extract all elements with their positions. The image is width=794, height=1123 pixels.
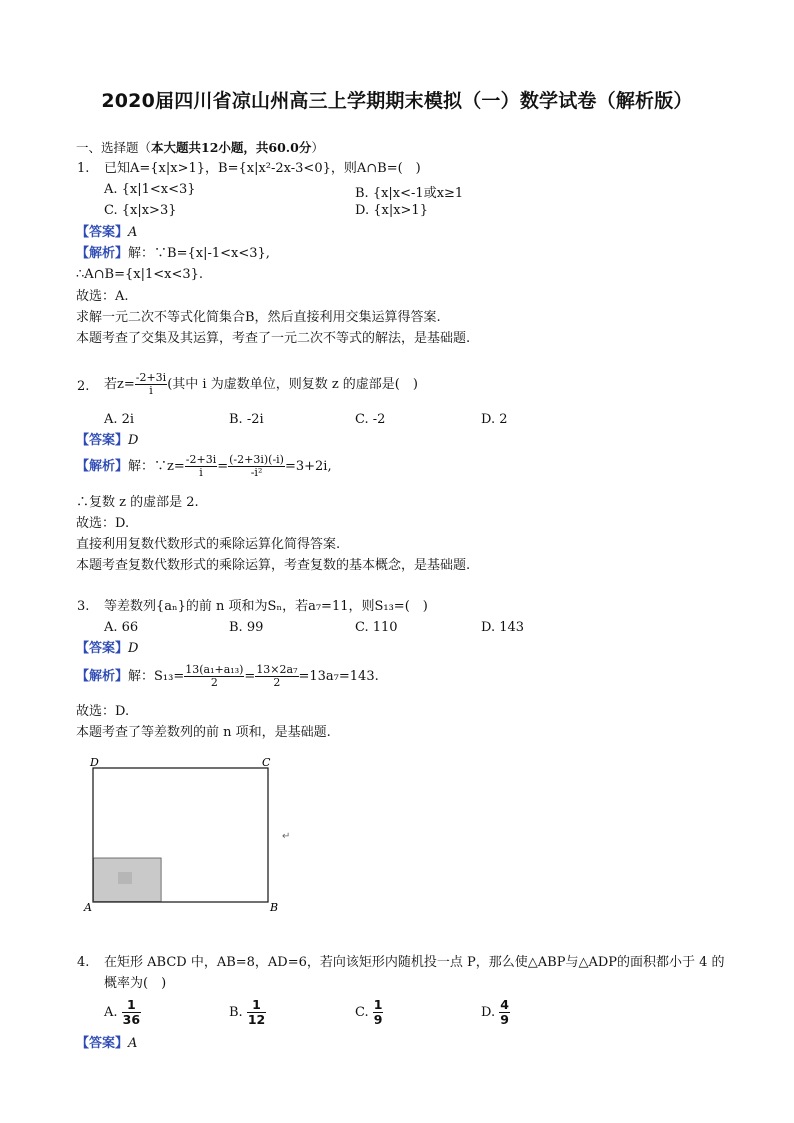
q1-option-a: A. {x|1<x<3}	[104, 182, 196, 197]
q3-sol3: 故选：D.	[76, 704, 130, 719]
q2-f1-numerator: -2+3i	[185, 453, 217, 466]
q4-option-b	[229, 998, 266, 1027]
q2-f2-denominator: -i²	[250, 466, 263, 479]
blur-patch	[118, 872, 132, 884]
q4-option-c-denominator: 9	[373, 1012, 383, 1027]
q4-option-a-letter: A.	[104, 1005, 118, 1020]
rectangle-figure	[80, 752, 310, 917]
vertex-d-label: D	[90, 756, 99, 769]
q4-option-c-numerator: 1	[373, 997, 383, 1012]
q1-option-b: B. {x|x<-1或x≥1	[355, 186, 464, 201]
q3-option-a: A. 66	[104, 620, 139, 635]
q4-option-c-fraction	[373, 998, 384, 1027]
q4-option-d-fraction	[499, 998, 510, 1027]
vertex-b-label: B	[270, 901, 279, 914]
q3-option-c: C. 110	[355, 620, 398, 635]
q3-sol-post: =13a₇=143.	[298, 669, 379, 684]
q4-option-b-denominator: 12	[247, 1012, 266, 1027]
analysis-tag: 【解析】	[76, 246, 129, 261]
q4-stem-line1: 在矩形 ABCD 中，AB=8，AD=6，若向该矩形内随机投一点 P，那么使△ABP与△ADP的面积都小于 4 的	[104, 955, 725, 970]
q1-option-d: D. {x|x>1}	[355, 203, 428, 218]
page-title: 2020届四川省凉山州高三上学期期末模拟（一）数学试卷（解析版）	[101, 90, 693, 112]
q2-stem	[104, 372, 418, 397]
q3-option-d: D. 143	[481, 620, 525, 635]
q1-sol3: 故选：A.	[76, 289, 129, 304]
q2-option-d: D. 2	[481, 412, 508, 427]
answer-tag: 【答案】	[76, 225, 129, 240]
q2-answer-line	[76, 432, 138, 450]
q2-sol-pre: 解：∵z=	[128, 459, 185, 474]
q2-fraction-2	[228, 454, 285, 479]
q2-sol-post: =3+2i,	[284, 459, 332, 474]
q1-stem: 已知A={x|x>1}，B={x|x²-2x-3<0}，则A∩B=( )	[104, 161, 421, 176]
q4-option-a-fraction	[122, 998, 141, 1027]
q2-sol4: 直接利用复数代数形式的乘除运算化简得答案.	[76, 537, 341, 552]
q4-answer: A	[128, 1036, 138, 1051]
vertex-c-label: C	[262, 756, 271, 769]
q3-answer: D	[128, 641, 139, 656]
section-header	[76, 138, 324, 156]
analysis-tag: 【解析】	[76, 669, 129, 684]
q2-sol5: 本题考查复数代数形式的乘除运算，考查复数的基本概念，是基础题.	[76, 558, 471, 573]
q3-option-b: B. 99	[229, 620, 264, 635]
q2-number: 2.	[77, 379, 90, 394]
q3-fraction-1	[184, 664, 244, 689]
q2-solution-line1	[76, 454, 332, 479]
q2-stem-fraction	[135, 372, 167, 397]
q3-number: 3.	[77, 599, 90, 614]
q2-equals: =	[217, 459, 229, 474]
q1-option-c: C. {x|x>3}	[104, 203, 177, 218]
q2-stem-post: (其中 i 为虚数单位，则复数 z 的虚部是( )	[167, 377, 418, 392]
q1-answer-line	[76, 224, 137, 242]
vertex-a-label: A	[84, 901, 92, 914]
q3-f1-denominator: 2	[210, 676, 218, 689]
q4-option-a-numerator: 1	[122, 998, 141, 1013]
q3-answer-line	[76, 640, 138, 658]
q4-option-a-denominator: 36	[122, 1012, 141, 1027]
section-prefix: 一、选择题（	[76, 140, 152, 155]
q3-stem: 等差数列{aₙ}的前 n 项和为Sₙ，若a₇=11，则S₁₃=( )	[104, 599, 428, 614]
q1-sol5: 本题考查了交集及其运算，考查了一元二次不等式的解法，是基础题.	[76, 331, 471, 346]
q4-option-b-fraction	[247, 998, 266, 1027]
answer-tag: 【答案】	[76, 641, 129, 656]
q3-f2-numerator: 13×2a₇	[256, 663, 298, 676]
answer-tag: 【答案】	[76, 433, 129, 448]
q3-sol4: 本题考查了等差数列的前 n 项和，是基础题.	[76, 725, 331, 740]
q1-sol2: ∴A∩B={x|1<x<3}.	[76, 267, 204, 282]
q2-answer: D	[128, 433, 139, 448]
analysis-tag: 【解析】	[76, 459, 129, 474]
q3-solution-line1	[76, 664, 379, 689]
q2-fraction-1	[185, 454, 217, 479]
q2-f2-numerator: (-2+3i)(-i)	[229, 453, 284, 466]
q3-fraction-2	[255, 664, 298, 689]
q4-stem-line2: 概率为( )	[104, 976, 167, 991]
q2-option-c: C. -2	[355, 412, 386, 427]
q3-f2-denominator: 2	[273, 676, 281, 689]
q4-number: 4.	[77, 955, 90, 970]
q2-sol2: ∴复数 z 的虚部是 2.	[76, 495, 199, 510]
q4-option-d	[481, 998, 510, 1027]
q4-option-b-numerator: 1	[247, 998, 266, 1013]
q3-equals: =	[244, 669, 256, 684]
q3-sol-pre: 解：S₁₃=	[128, 669, 185, 684]
q1-sol4: 求解一元二次不等式化简集合B，然后直接利用交集运算得答案.	[76, 310, 441, 325]
q1-sol1: 解：∵B={x|-1<x<3},	[128, 246, 270, 261]
q2-option-a: A. 2i	[104, 412, 135, 427]
q4-option-c	[355, 998, 383, 1027]
section-suffix: ）	[311, 140, 324, 155]
q2-stem-denominator: i	[149, 384, 153, 397]
q4-answer-line	[76, 1035, 137, 1053]
q2-f1-denominator: i	[199, 466, 203, 479]
section-detail: 本大题共12小题，共60.0分	[151, 140, 312, 155]
q4-option-a	[104, 998, 141, 1027]
q2-stem-pre: 若z=	[104, 377, 135, 392]
q2-stem-numerator: -2+3i	[135, 371, 167, 384]
answer-tag: 【答案】	[76, 1036, 129, 1051]
q3-f1-numerator: 13(a₁+a₁₃)	[185, 663, 244, 676]
q4-option-b-letter: B.	[229, 1005, 243, 1020]
q4-option-d-numerator: 4	[500, 997, 509, 1012]
q2-option-b: B. -2i	[229, 412, 264, 427]
q4-option-d-denominator: 9	[500, 1012, 509, 1027]
q1-number: 1.	[77, 161, 90, 176]
q2-sol3: 故选：D.	[76, 516, 130, 531]
q1-solution-line1	[76, 245, 270, 263]
q4-option-d-letter: D.	[481, 1005, 496, 1020]
q4-option-c-letter: C.	[355, 1005, 369, 1020]
q1-answer: A	[128, 225, 138, 240]
paragraph-mark: ↵	[282, 831, 291, 842]
